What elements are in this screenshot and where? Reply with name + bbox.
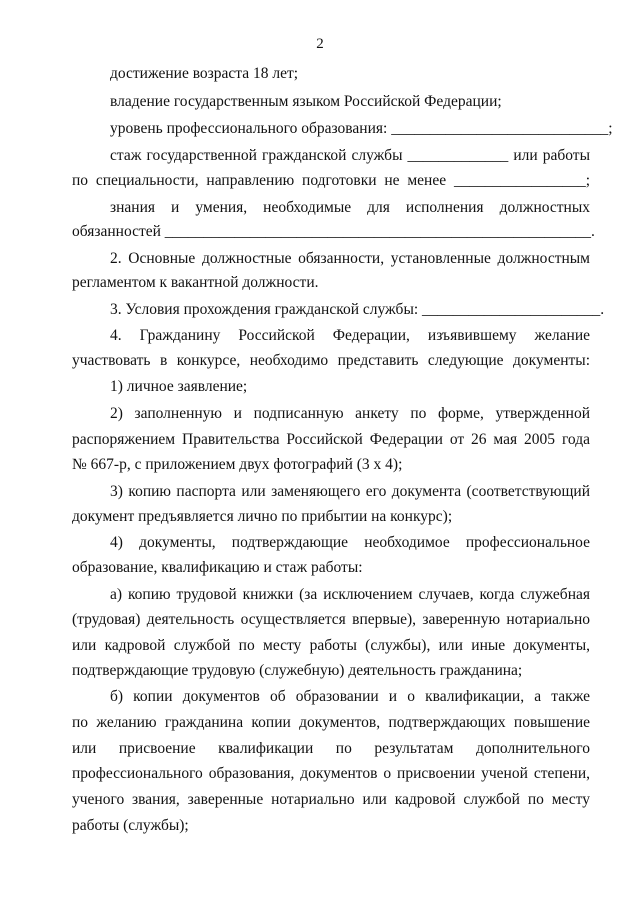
text-line: распоряжением Правительства Российской Федерации от 26 мая 2005 года	[72, 431, 590, 448]
text-line: подтверждающие трудовую (служебную) деятельность гражданина;	[72, 662, 523, 679]
text-line: № 667-р, с приложением двух фотографий (3 х 4);	[72, 456, 403, 473]
text-line: или кадровой службой по месту работы (службы), или иные документы,	[72, 637, 590, 654]
text-line: б) копии документов об образовании и о квалификации, а также	[110, 688, 590, 705]
text-line: владение государственным языком Российской Федерации;	[110, 93, 502, 110]
text-line: (трудовая) деятельность осуществляется впервые), заверенную нотариально	[72, 611, 590, 628]
text-line: документ предъявляется лично по прибытии на конкурс);	[72, 508, 453, 525]
text-line: уровень профессионального образования: ____________________________;	[110, 120, 613, 137]
text-line: стаж государственной гражданской службы _____________ или работы	[110, 147, 590, 164]
text-line: или присвоение квалификации по результатам дополнительного	[72, 740, 590, 757]
text-line: работы (службы);	[72, 817, 189, 834]
text-line: обязанностей _______________________________________________________.	[72, 223, 595, 240]
text-line: участвовать в конкурсе, необходимо представить следующие документы:	[72, 352, 590, 369]
text-line: по специальности, направлению подготовки не менее _________________;	[72, 172, 590, 189]
text-line: 1) личное заявление;	[110, 378, 248, 395]
text-line: 2) заполненную и подписанную анкету по форме, утвержденной	[110, 405, 590, 422]
text-line: знания и умения, необходимые для исполнения должностных	[110, 199, 590, 216]
text-line: ученого звания, заверенные нотариально или кадровой службой по месту	[72, 791, 590, 808]
text-line: 4. Гражданину Российской Федерации, изъявившему желание	[110, 327, 590, 344]
text-line: 3) копию паспорта или заменяющего его документа (соответствующий	[110, 483, 590, 500]
text-line: 4) документы, подтверждающие необходимое профессиональное	[110, 534, 590, 551]
text-line: достижение возраста 18 лет;	[110, 65, 299, 82]
text-line: 2. Основные должностные обязанности, установленные должностным	[110, 250, 590, 267]
text-line: 3. Условия прохождения гражданской службы: _______________________.	[110, 301, 605, 318]
page-number: 2	[316, 36, 324, 52]
text-line: профессионального образования, документов о присвоении ученой степени,	[72, 765, 590, 782]
text-line: регламентом к вакантной должности.	[72, 274, 319, 291]
text-line: а) копию трудовой книжки (за исключением случаев, когда служебная	[110, 586, 590, 603]
text-line: образование, квалификацию и стаж работы:	[72, 559, 363, 576]
text-line: по желанию гражданина копии документов, подтверждающих повышение	[72, 714, 590, 731]
